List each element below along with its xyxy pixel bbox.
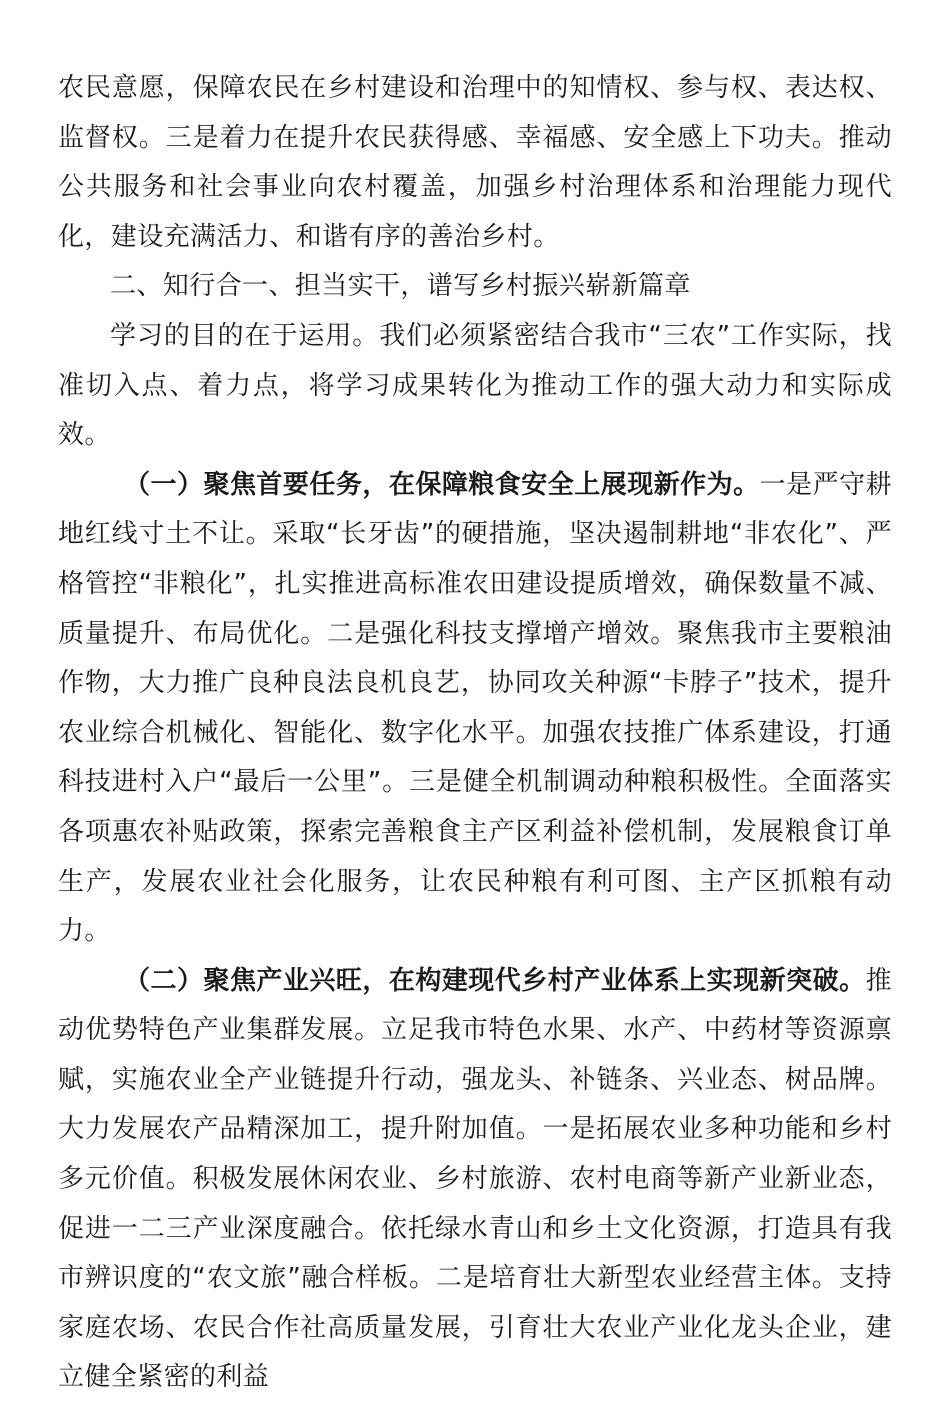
paragraph-industry — [58, 957, 892, 1403]
subheading-grain-security: （一）聚焦首要任务，在保障粮食安全上展现新作为。 — [124, 469, 760, 500]
paragraph-grain-security-body: 一是严守耕地红线寸土不让。采取“长牙齿”的硬措施，坚决遏制耕地“非农化”、严格管控“非粮化”，扎实推进高标准农田建设提质增效，确保数量不减、质量提升、布局优化。二是强化科技支撑增产增效。聚焦我市主要粮油作物，大力推广良种良法良机良艺，协同攻关种源“卡脖子”技术，提升农业综合机械化、智能化、数字化水平。加强农技推广体系建设，打通科技进村入户“最后一公里”。三是健全机制调动种粮积极性。全面落实各项惠农补贴政策，探索完善粮食主产区利益补偿机制，发展粮食订单生产，发展农业社会化服务，让农民种粮有利可图、主产区抓粮有动力。 — [58, 469, 892, 947]
paragraph-continued: 农民意愿，保障农民在乡村建设和治理中的知情权、参与权、表达权、监督权。三是着力在提升农民获得感、幸福感、安全感上下功夫。推动公共服务和社会事业向农村覆盖，加强乡村治理体系和治理能力现代化，建设充满活力、和谐有序的善治乡村。 — [58, 73, 892, 252]
document-body — [58, 64, 892, 1403]
paragraph-industry-body: 推动优势特色产业集群发展。立足我市特色水果、水产、中药材等资源禀赋，实施农业全产业链提升行动，强龙头、补链条、兴业态、树品牌。大力发展农产品精深加工，提升附加值。一是拓展农业多种功能和乡村多元价值。积极发展休闲农业、乡村旅游、农村电商等新产业新业态，促进一二三产业深度融合。依托绿水青山和乡土文化资源，打造具有我市辨识度的“农文旅”融合样板。二是培育壮大新型农业经营主体。支持家庭农场、农民合作社高质量发展，引育壮大农业产业化龙头企业，建立健全紧密的利益 — [58, 965, 892, 1393]
paragraph-intro: 学习的目的在于运用。我们必须紧密结合我市“三农”工作实际，找准切入点、着力点，将学习成果转化为推动工作的强大动力和实际成效。 — [58, 320, 892, 451]
subheading-industry: （二）聚焦产业兴旺，在构建现代乡村产业体系上实现新突破。 — [124, 965, 866, 996]
section-heading: 二、知行合一、担当实干，谱写乡村振兴崭新篇章 — [110, 271, 691, 302]
paragraph-grain-security — [58, 461, 892, 957]
